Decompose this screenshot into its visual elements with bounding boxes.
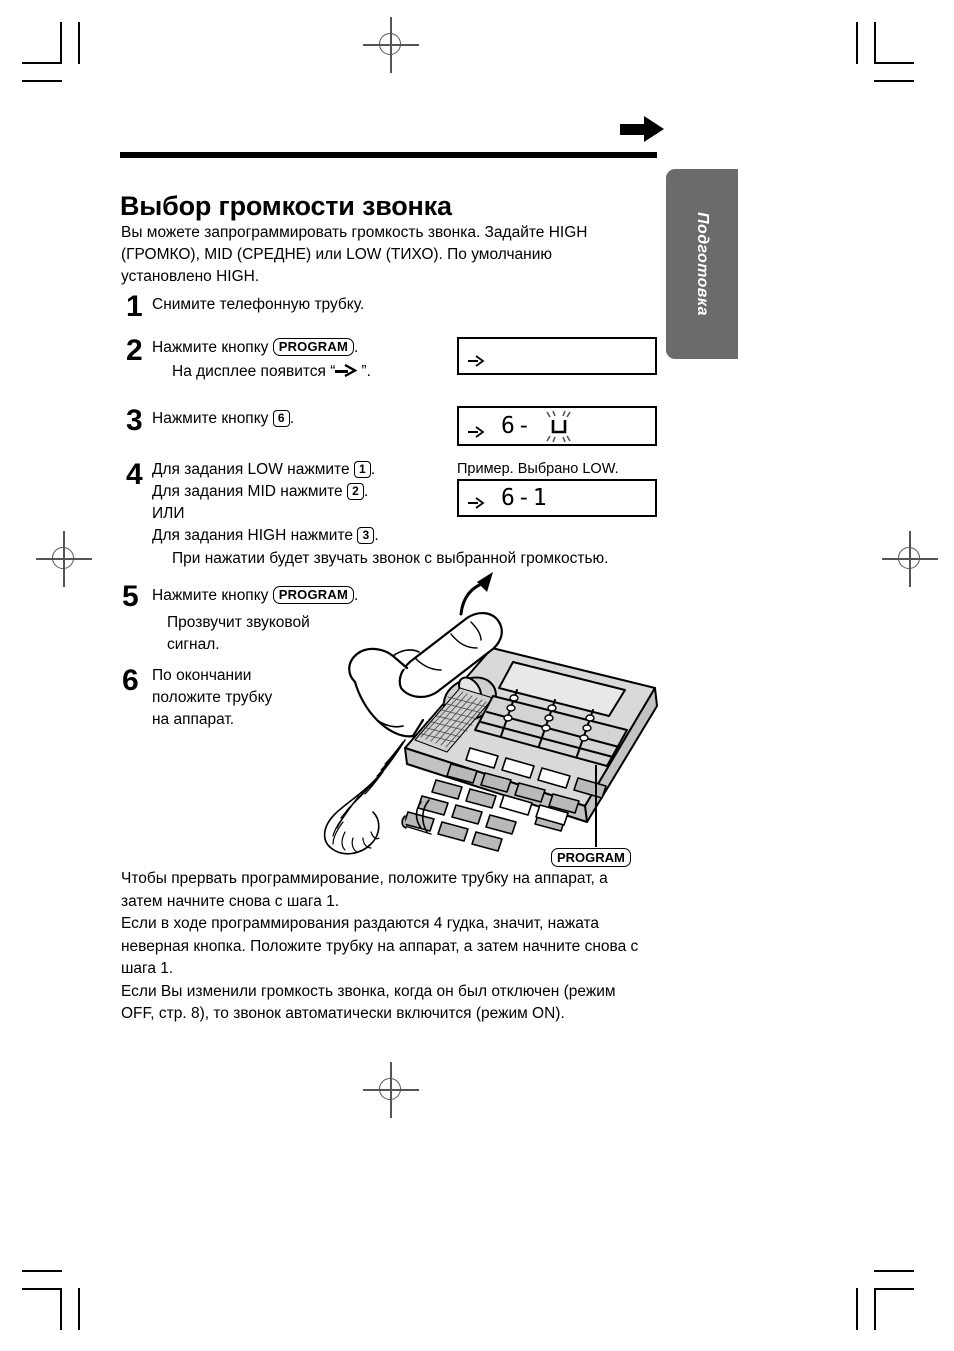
step-3-text-before: Нажмите кнопку <box>152 410 273 427</box>
step-3-text <box>152 408 452 430</box>
number-key-2-badge[interactable]: 2 <box>347 483 364 500</box>
registration-mark-top <box>363 17 419 73</box>
crop-mark-top-right-h2 <box>874 80 914 82</box>
step-2-note <box>172 361 472 383</box>
display-step-4-digits: 6-1 <box>501 485 549 511</box>
step-4-line-4-before: Для задания HIGH нажмите <box>152 527 358 544</box>
crop-mark-bottom-right-h2 <box>874 1288 914 1290</box>
number-key-3-badge[interactable]: 3 <box>357 527 374 544</box>
program-key-badge-step5[interactable]: PROGRAM <box>273 586 354 604</box>
intro-paragraph: Вы можете запрограммировать громкость звонка. Задайте HIGH (ГРОМКО), MID (СРЕДНЕ) или LOW (ТИХО). По умолчанию установлено HIGH. <box>121 224 588 285</box>
crop-mark-top-left-h <box>22 62 62 64</box>
crop-mark-bottom-left-h <box>22 1270 62 1272</box>
step-4-text <box>152 459 452 547</box>
step-2-note-before: На дисплее появится “ <box>172 363 336 380</box>
step-6-text: По окончании положите трубку на аппарат. <box>152 667 273 728</box>
registration-mark-bottom <box>363 1062 419 1118</box>
note-1: Чтобы прервать программирование, положите трубку на аппарат, а затем начните снова с шага 1. <box>121 870 608 910</box>
page-title: Выбор громкости звонка <box>120 191 452 222</box>
section-arrow-icon <box>620 116 664 142</box>
crop-mark-top-left-v <box>60 22 62 64</box>
step-4-line-1-before: Для задания LOW нажмите <box>152 461 354 478</box>
crop-mark-bottom-left-v2 <box>78 1288 80 1330</box>
step-1-text: Снимите телефонную трубку. <box>152 296 365 313</box>
notes-block <box>121 868 648 1026</box>
display-step-4 <box>457 479 657 517</box>
step-5-text-after: . <box>354 587 359 604</box>
step-3-number: 3 <box>126 404 143 437</box>
step-5-number: 5 <box>122 580 139 613</box>
step-4-line-4 <box>152 525 452 547</box>
crop-mark-bottom-right-v <box>874 1288 876 1330</box>
crop-mark-top-right-h <box>874 62 914 64</box>
note-3: Если Вы изменили громкость звонка, когда он был отключен (режим OFF, стр. 8), то звонок автоматически включится (режим ON). <box>121 982 616 1022</box>
step-2-number: 2 <box>126 334 143 367</box>
title-rule <box>120 152 657 158</box>
telephone-illustration <box>255 570 675 870</box>
crop-mark-bottom-left-h2 <box>22 1288 62 1290</box>
display-step-3 <box>457 406 657 446</box>
display-step-2 <box>457 337 657 375</box>
display-step-4-caption: Пример. Выбрано LOW. <box>457 461 619 477</box>
section-tab <box>666 169 738 359</box>
display-arrow-icon-2 <box>468 355 488 367</box>
registration-mark-right <box>882 531 938 587</box>
crop-mark-bottom-right-h <box>874 1270 914 1272</box>
crop-mark-top-right-v <box>874 22 876 64</box>
step-4-line-4-after: . <box>374 527 379 544</box>
crop-mark-bottom-right-v2 <box>856 1288 858 1330</box>
step-2-text-before: Нажмите кнопку <box>152 339 273 356</box>
step-2-text-after: . <box>354 339 359 356</box>
program-callout-line <box>595 765 597 847</box>
step-4-line-1 <box>152 459 452 481</box>
display-arrow-icon-3 <box>468 426 488 438</box>
program-key-badge[interactable]: PROGRAM <box>273 338 354 356</box>
number-key-1-badge[interactable]: 1 <box>354 461 371 478</box>
step-6-number: 6 <box>122 664 139 697</box>
program-callout-badge: PROGRAM <box>551 848 631 867</box>
crop-mark-bottom-left-v <box>60 1288 62 1330</box>
step-3-text-after: . <box>289 410 295 427</box>
registration-mark-left <box>36 531 92 587</box>
step-1-number: 1 <box>126 290 143 323</box>
step-4-line-1-after: . <box>370 461 376 478</box>
section-tab-label: Подготовка <box>694 212 711 316</box>
step-4-line-2 <box>152 481 452 503</box>
display-step-3-digits: 6- <box>501 413 533 439</box>
number-key-6-badge[interactable]: 6 <box>273 410 290 427</box>
step-4-number: 4 <box>126 458 143 491</box>
step-2-text <box>152 337 452 359</box>
step-4-line-3: ИЛИ <box>152 505 185 522</box>
step-4-line-2-after: . <box>363 483 369 500</box>
blinking-segment-icon <box>537 408 583 448</box>
crop-mark-top-left-v2 <box>78 22 80 64</box>
step-5-note: Прозвучит звуковой сигнал. <box>167 614 310 653</box>
step-5-text-before: Нажмите кнопку <box>152 587 273 604</box>
crop-mark-top-left-h2 <box>22 80 62 82</box>
note-2: Если в ходе программирования раздаются 4 гудка, значит, нажата неверная кнопка. Положите трубку на аппарат, а затем начните снова с шага 1. <box>121 915 639 977</box>
display-arrow-icon-4 <box>468 497 488 509</box>
step-4-line-2-before: Для задания MID нажмите <box>152 483 347 500</box>
step-2-note-after: ”. <box>361 363 371 380</box>
crop-mark-top-right-v2 <box>856 22 858 64</box>
display-arrow-icon <box>335 364 361 378</box>
step-4-note: При нажатии будет звучать звонок с выбранной громкостью. <box>172 550 609 567</box>
